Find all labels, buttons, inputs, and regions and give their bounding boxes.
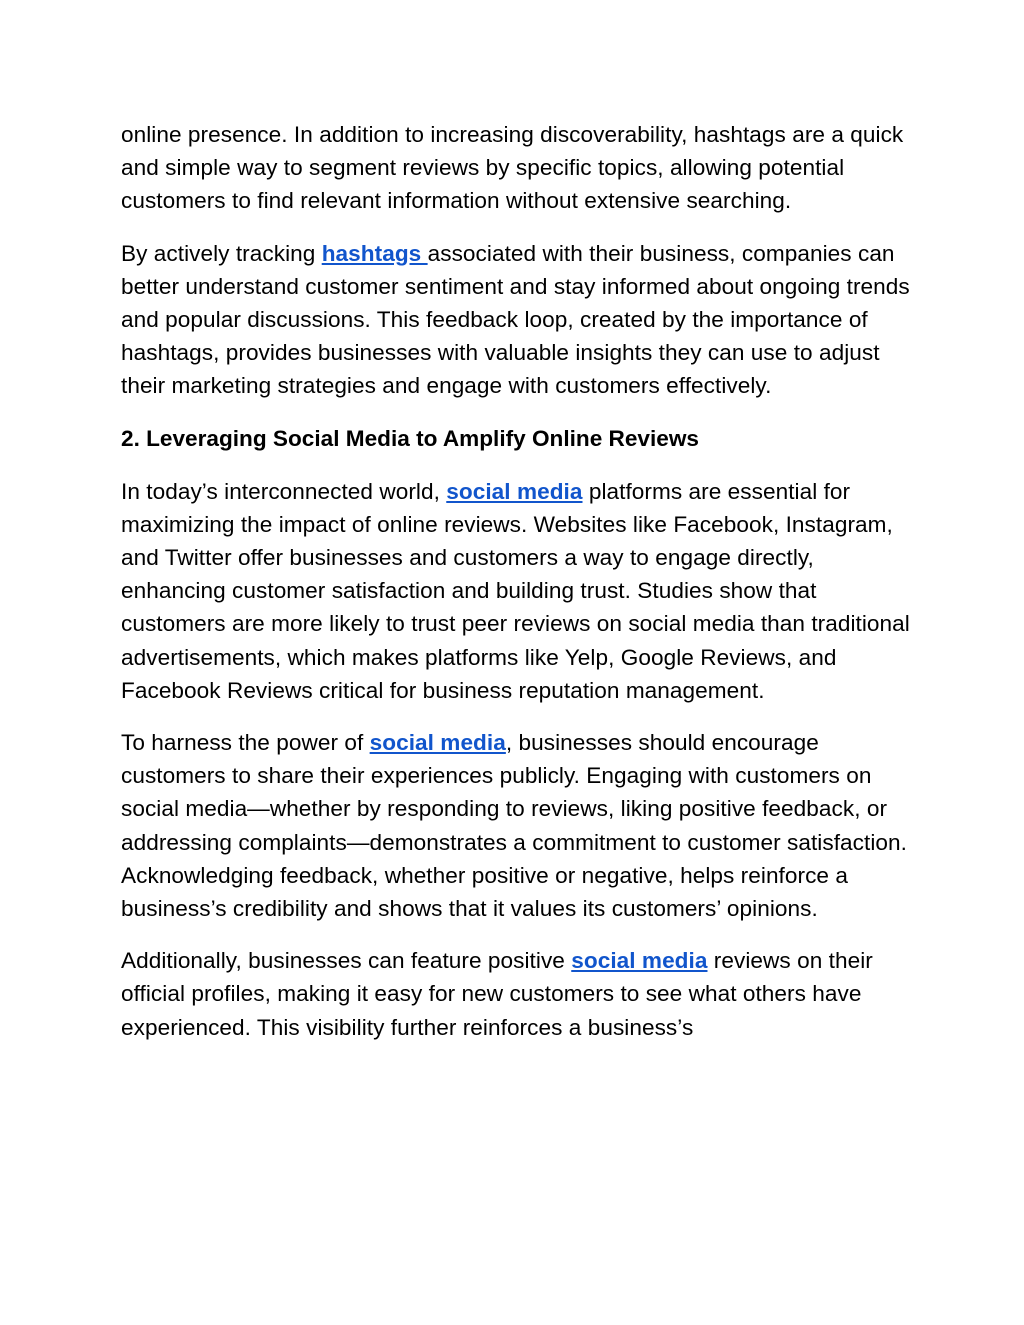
paragraph-online-presence [121,118,911,218]
paragraph-text-after: platforms are essential for maximizing the impact of online reviews. Websites like Facebook, Instagram, and Twitter offer businesses and customers a way to engage directly, enhancing customer satisfaction and building trust. Studies show that customers are more likely to trust peer reviews on social media than traditional advertisements, which makes platforms like Yelp, Google Reviews, and Facebook Reviews critical for business reputation management. [121,478,910,703]
document-page [121,118,911,1063]
social-media-link[interactable]: social media [446,478,583,504]
paragraph-text-after: , businesses should encourage customers to share their experiences publicly. Engaging with customers on social media—whether by responding to reviews, liking positive feedback, or addressing complaints—demonstrates a commitment to customer satisfaction. Acknowledging feedback, whether positive or negative, helps reinforce a business’s credibility and shows that it values its customers’ opinions. [121,730,907,922]
paragraph-text-before: Additionally, businesses can feature positive [121,948,572,974]
section-heading: 2. Leveraging Social Media to Amplify Online Reviews [121,425,699,451]
paragraph-text: online presence. In addition to increasing discoverability, hashtags are a quick and simple way to segment reviews by specific topics, allowing potential customers to find relevant information without extensive searching. [121,122,904,214]
paragraph-text-before: In today’s interconnected world, [121,478,447,504]
paragraph-text-after: associated with their business, companies can better understand customer sentiment and stay informed about ongoing trends and popular discussions. This feedback loop, created by the importance of hashtags, provides businesses with valuable insights they can use to adjust their marketing strategies and engage with customers effectively. [121,240,910,399]
paragraph-text-after: reviews on their official profiles, making it easy for new customers to see what others have experienced. This visibility further reinforces a business’s [121,948,873,1040]
paragraph-harness-power [121,726,911,925]
paragraph-text-before: To harness the power of [121,730,370,756]
hashtags-link[interactable]: hashtags [321,240,428,266]
paragraph-tracking-hashtags [121,237,911,403]
paragraph-interconnected-world [121,475,911,707]
paragraph-additionally [121,944,911,1044]
social-media-link[interactable]: social media [571,948,708,974]
social-media-link[interactable]: social media [369,730,506,756]
paragraph-text-before: By actively tracking [121,240,322,266]
